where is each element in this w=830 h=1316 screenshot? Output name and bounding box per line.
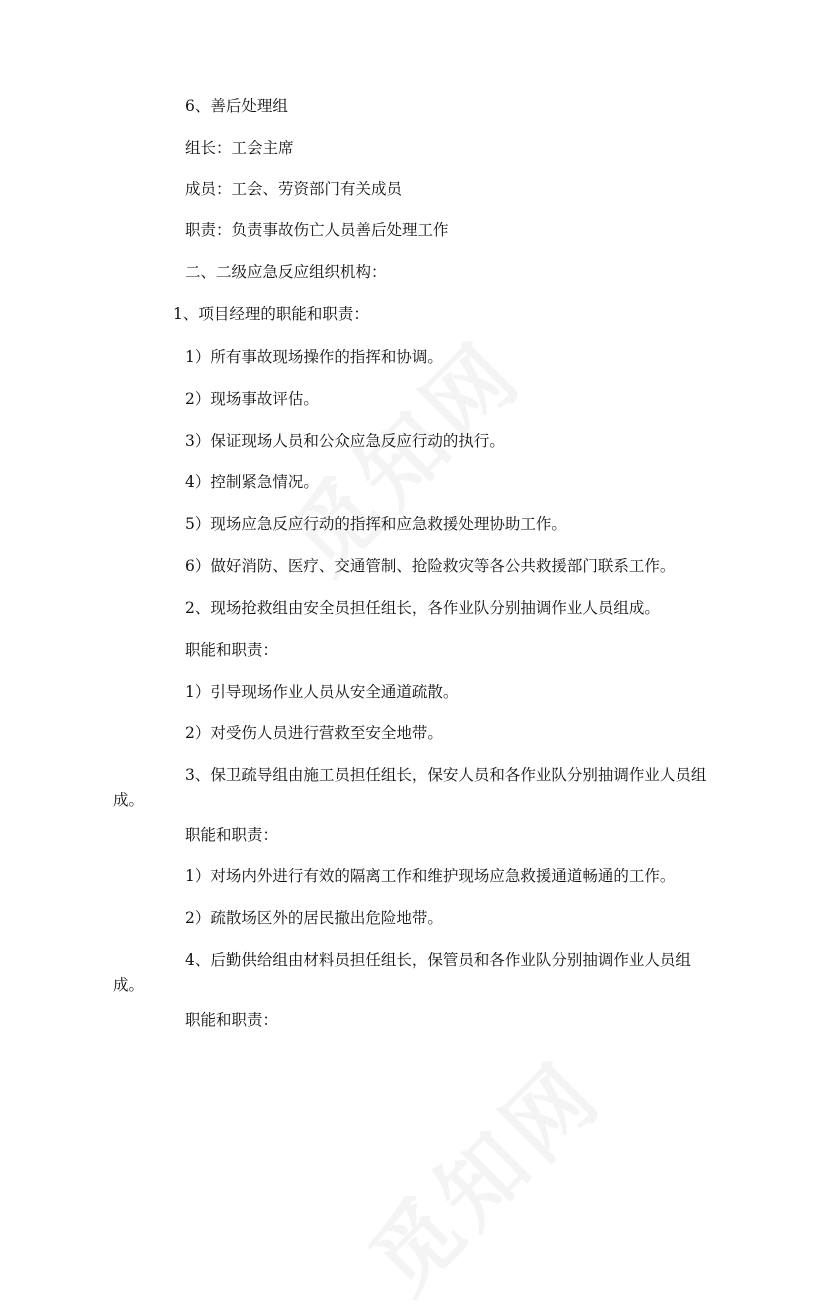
paragraph: 组长：工会主席 <box>185 139 294 157</box>
list-item: 6）做好消防、医疗、交通管制、抢险救灾等各公共救援部门联系工作。 <box>185 557 676 575</box>
paragraph: 职责：负责事故伤亡人员善后处理工作 <box>185 221 449 239</box>
list-item: 1）引导现场作业人员从安全通道疏散。 <box>185 683 459 701</box>
paragraph: 3、保卫疏导组由施工员担任组长，保安人员和各作业队分别抽调作业人员组成。 <box>113 766 707 809</box>
paragraph: 成员：工会、劳资部门有关成员 <box>185 180 403 198</box>
list-item: 3）保证现场人员和公众应急反应行动的执行。 <box>185 432 505 450</box>
section-heading: 1、项目经理的职能和职责： <box>173 305 369 323</box>
list-item: 4）控制紧急情况。 <box>185 473 319 491</box>
paragraph: 2、现场抢救组由安全员担任组长，各作业队分别抽调作业人员组成。 <box>185 599 660 617</box>
paragraph: 职能和职责： <box>185 1011 279 1029</box>
paragraph: 4、后勤供给组由材料员担任组长，保管员和各作业队分别抽调作业人员组成。 <box>113 951 691 994</box>
watermark <box>337 1028 624 1315</box>
section-heading: 二、二级应急反应组织机构： <box>185 263 387 281</box>
section-heading: 6、善后处理组 <box>185 97 288 115</box>
list-item: 1）对场内外进行有效的隔离工作和维护现场应急救援通道畅通的工作。 <box>185 867 676 885</box>
paragraph: 职能和职责： <box>185 826 279 844</box>
list-item: 2）对受伤人员进行营救至安全地带。 <box>185 724 443 742</box>
paragraph: 职能和职责： <box>185 641 279 659</box>
list-item: 5）现场应急反应行动的指挥和应急救援处理协助工作。 <box>185 515 567 533</box>
list-item: 2）现场事故评估。 <box>185 390 319 408</box>
list-item: 1）所有事故现场操作的指挥和协调。 <box>185 348 443 366</box>
list-item: 2）疏散场区外的居民撤出危险地带。 <box>185 909 443 927</box>
